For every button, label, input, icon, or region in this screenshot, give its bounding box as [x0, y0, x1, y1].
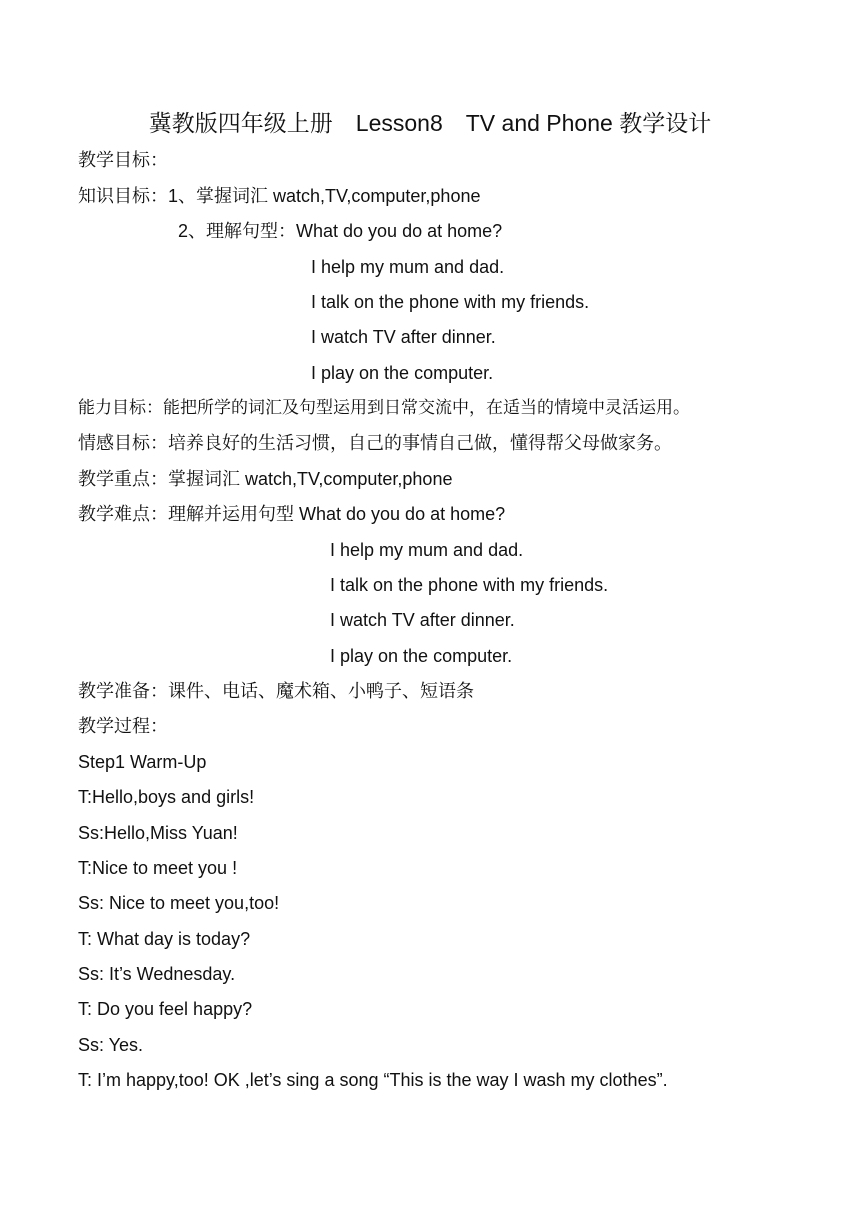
example-sentence: I watch TV after dinner. — [311, 327, 496, 347]
ability-goal-line: 能力目标：能把所学的词汇及句型运用到日常交流中，在适当的情境中灵活运用。 — [78, 398, 690, 417]
difficult-points-line: 教学难点：理解并运用句型 What do you do at home? — [78, 504, 506, 524]
teaching-preparation-line: 教学准备：课件、电话、魔术箱、小鸭子、短语条 — [78, 681, 474, 701]
teaching-process-heading: 教学过程： — [78, 716, 168, 736]
knowledge-goal-line: 知识目标：1、掌握词汇 watch,TV,computer,phone — [78, 186, 481, 206]
example-sentence: I talk on the phone with my friends. — [311, 292, 590, 312]
example-sentence: I play on the computer. — [330, 646, 513, 666]
dialogue-line: Ss: Nice to meet you,too! — [78, 893, 280, 913]
dialogue-line: T:Nice to meet you ! — [78, 858, 238, 878]
example-sentence: I help my mum and dad. — [311, 257, 505, 277]
dialogue-line: T: What day is today? — [78, 929, 251, 949]
step-heading: Step1 Warm-Up — [78, 752, 207, 772]
dialogue-line: Ss: It’s Wednesday. — [78, 964, 236, 984]
dialogue-line: T:Hello,boys and girls! — [78, 787, 255, 807]
key-points-line: 教学重点：掌握词汇 watch,TV,computer,phone — [78, 469, 453, 489]
knowledge-goal-sentence-pattern: 2、理解句型：What do you do at home? — [178, 221, 503, 241]
example-sentence: I play on the computer. — [311, 363, 494, 383]
dialogue-line: T: I’m happy,too! OK ,let’s sing a song “This is the way I wash my clothes”. — [78, 1070, 668, 1090]
document-title: 冀教版四年级上册 Lesson8 TV and Phone 教学设计 — [148, 110, 712, 136]
example-sentence: I watch TV after dinner. — [330, 610, 515, 630]
example-sentence: I talk on the phone with my friends. — [330, 575, 609, 595]
teaching-goals-heading: 教学目标： — [78, 150, 168, 170]
dialogue-line: Ss: Yes. — [78, 1035, 144, 1055]
dialogue-line: T: Do you feel happy? — [78, 999, 253, 1019]
emotion-goal-line: 情感目标：培养良好的生活习惯，自己的事情自己做，懂得帮父母做家务。 — [78, 433, 672, 453]
example-sentence: I help my mum and dad. — [330, 540, 524, 560]
dialogue-line: Ss:Hello,Miss Yuan! — [78, 823, 238, 843]
